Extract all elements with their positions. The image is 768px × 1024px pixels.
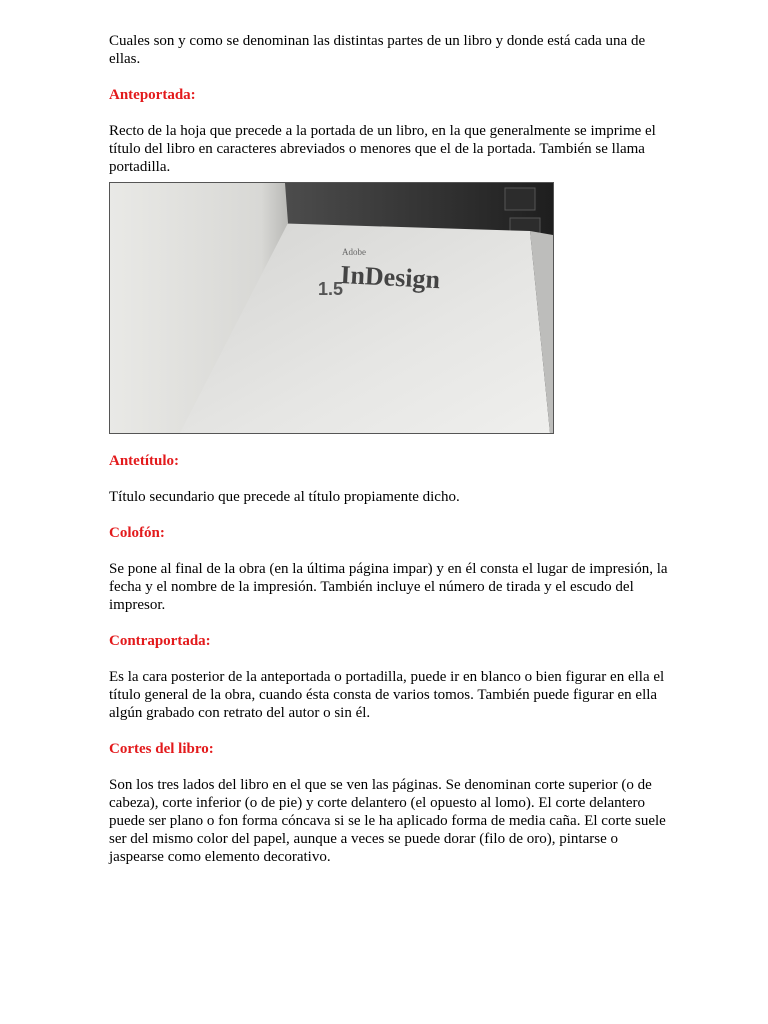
heading-colofon: Colofón: xyxy=(109,525,165,541)
body-anteportada: Recto de la hoja que precede a la portada de un libro, en la que generalmente se imprime el título del libro en caracteres abreviados o menores que el de la portada. También se llama portadilla. xyxy=(109,123,656,175)
book-photo-image xyxy=(110,183,553,433)
photo-brand-text: Adobe xyxy=(342,247,366,257)
intro-paragraph: Cuales son y como se denominan las distintas partes de un libro y donde está cada una de ellas. xyxy=(109,33,646,67)
body-antetitulo: Título secundario que precede al título propiamente dicho. xyxy=(109,489,460,505)
photo-version-text: 1.5 xyxy=(318,279,344,299)
heading-antetitulo: Antetítulo: xyxy=(109,453,179,469)
body-colofon: Se pone al final de la obra (en la última página impar) y en él consta el lugar de impresión, la fecha y el nombre de la impresión. También incluye el número de tirada y el escudo del impresor. xyxy=(109,561,668,613)
heading-cortes: Cortes del libro: xyxy=(109,741,214,757)
heading-contraportada: Contraportada: xyxy=(109,633,211,649)
body-cortes: Son los tres lados del libro en el que se ven las páginas. Se denominan corte superior (o de cabeza), corte inferior (o de pie) y corte delantero (el opuesto al lomo). El corte delantero puede ser plano o fon forma cóncava si se le ha aplicado forma de media caña. El corte suele ser del mismo color del papel, aunque a veces se puede dorar (filo de oro), pintarse o jaspearse como elemento decorativo. xyxy=(109,777,666,865)
book-photo xyxy=(109,182,554,434)
body-contraportada: Es la cara posterior de la anteportada o portadilla, puede ir en blanco o bien figurar en ella el título general de la obra, cuando ésta consta de varios tomos. También puede figurar en ella algún grabado con retrato del autor o sin él. xyxy=(109,669,665,721)
photo-product-text: InDesign xyxy=(339,260,441,295)
heading-anteportada: Anteportada: xyxy=(109,87,196,103)
